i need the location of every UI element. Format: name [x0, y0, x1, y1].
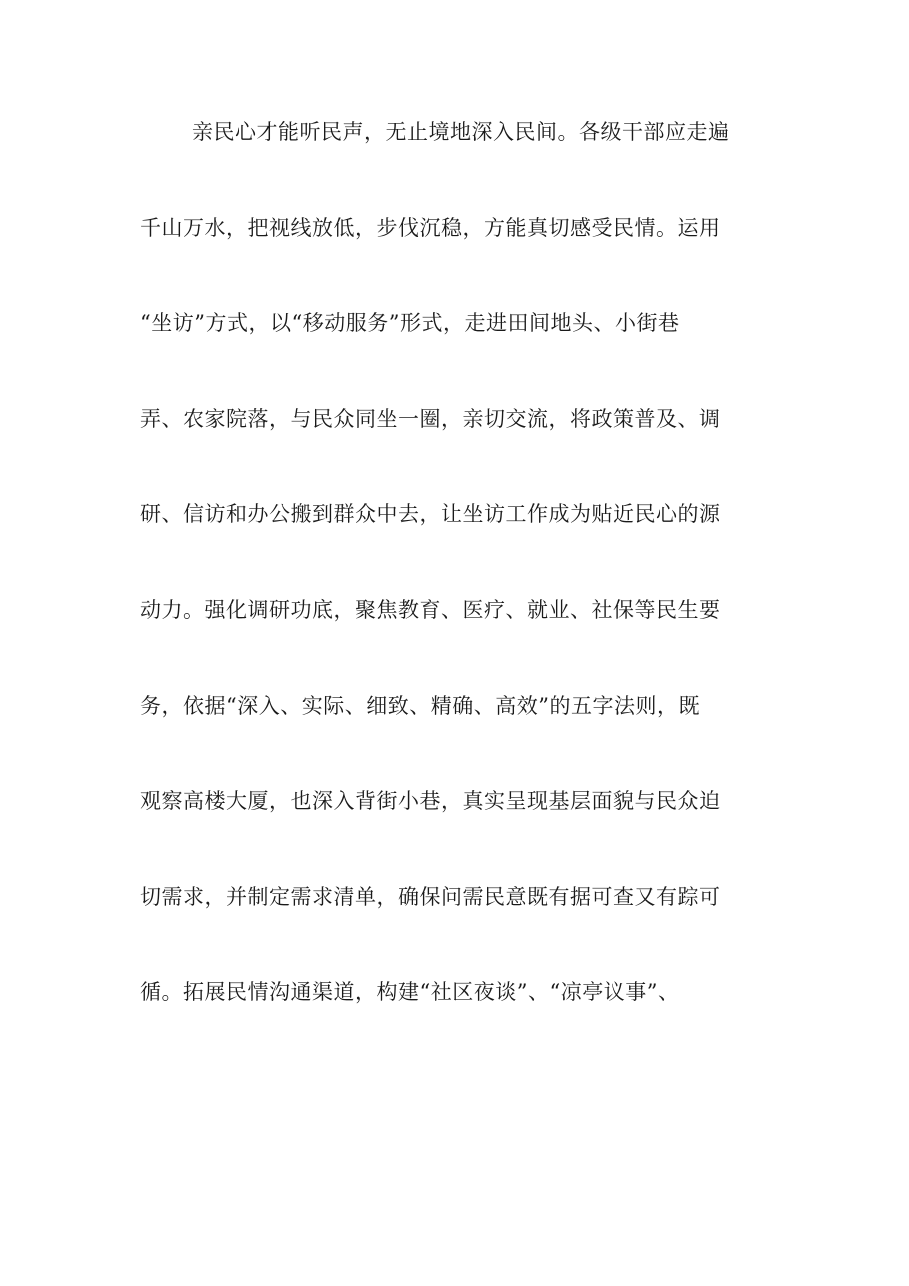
- paragraph-line-6: 动力。强化调研功底，聚焦教育、医疗、就业、社保等民生要: [140, 597, 721, 622]
- paragraph-line-4: 弄、农家院落，与民众同坐一圈，亲切交流，将政策普及、调: [140, 406, 721, 431]
- paragraph-line-2: 千山万水，把视线放低，步伐沉稳，方能真切感受民情。运用: [140, 215, 721, 240]
- paragraph-line-8: 观察高楼大厦，也深入背街小巷，真实呈现基层面貌与民众迫: [140, 789, 721, 814]
- paragraph-line-7: 务，依据“深入、实际、细致、精确、高效”的五字法则，既: [140, 693, 700, 718]
- paragraph-line-9: 切需求，并制定需求清单，确保问需民意既有据可查又有踪可: [140, 884, 721, 909]
- body-paragraph: [140, 120, 780, 1076]
- paragraph-line-10: 循。拓展民情沟通渠道，构建“社区夜谈”、“凉亭议事”、: [140, 980, 680, 1005]
- paragraph-line-5: 研、信访和办公搬到群众中去，让坐访工作成为贴近民心的源: [140, 502, 721, 527]
- paragraph-line-1: 亲民心才能听民声，无止境地深入民间。各级干部应走遍: [192, 120, 730, 144]
- paragraph-line-3: “坐访”方式，以“移动服务”形式，走进田间地头、小街巷: [140, 311, 680, 336]
